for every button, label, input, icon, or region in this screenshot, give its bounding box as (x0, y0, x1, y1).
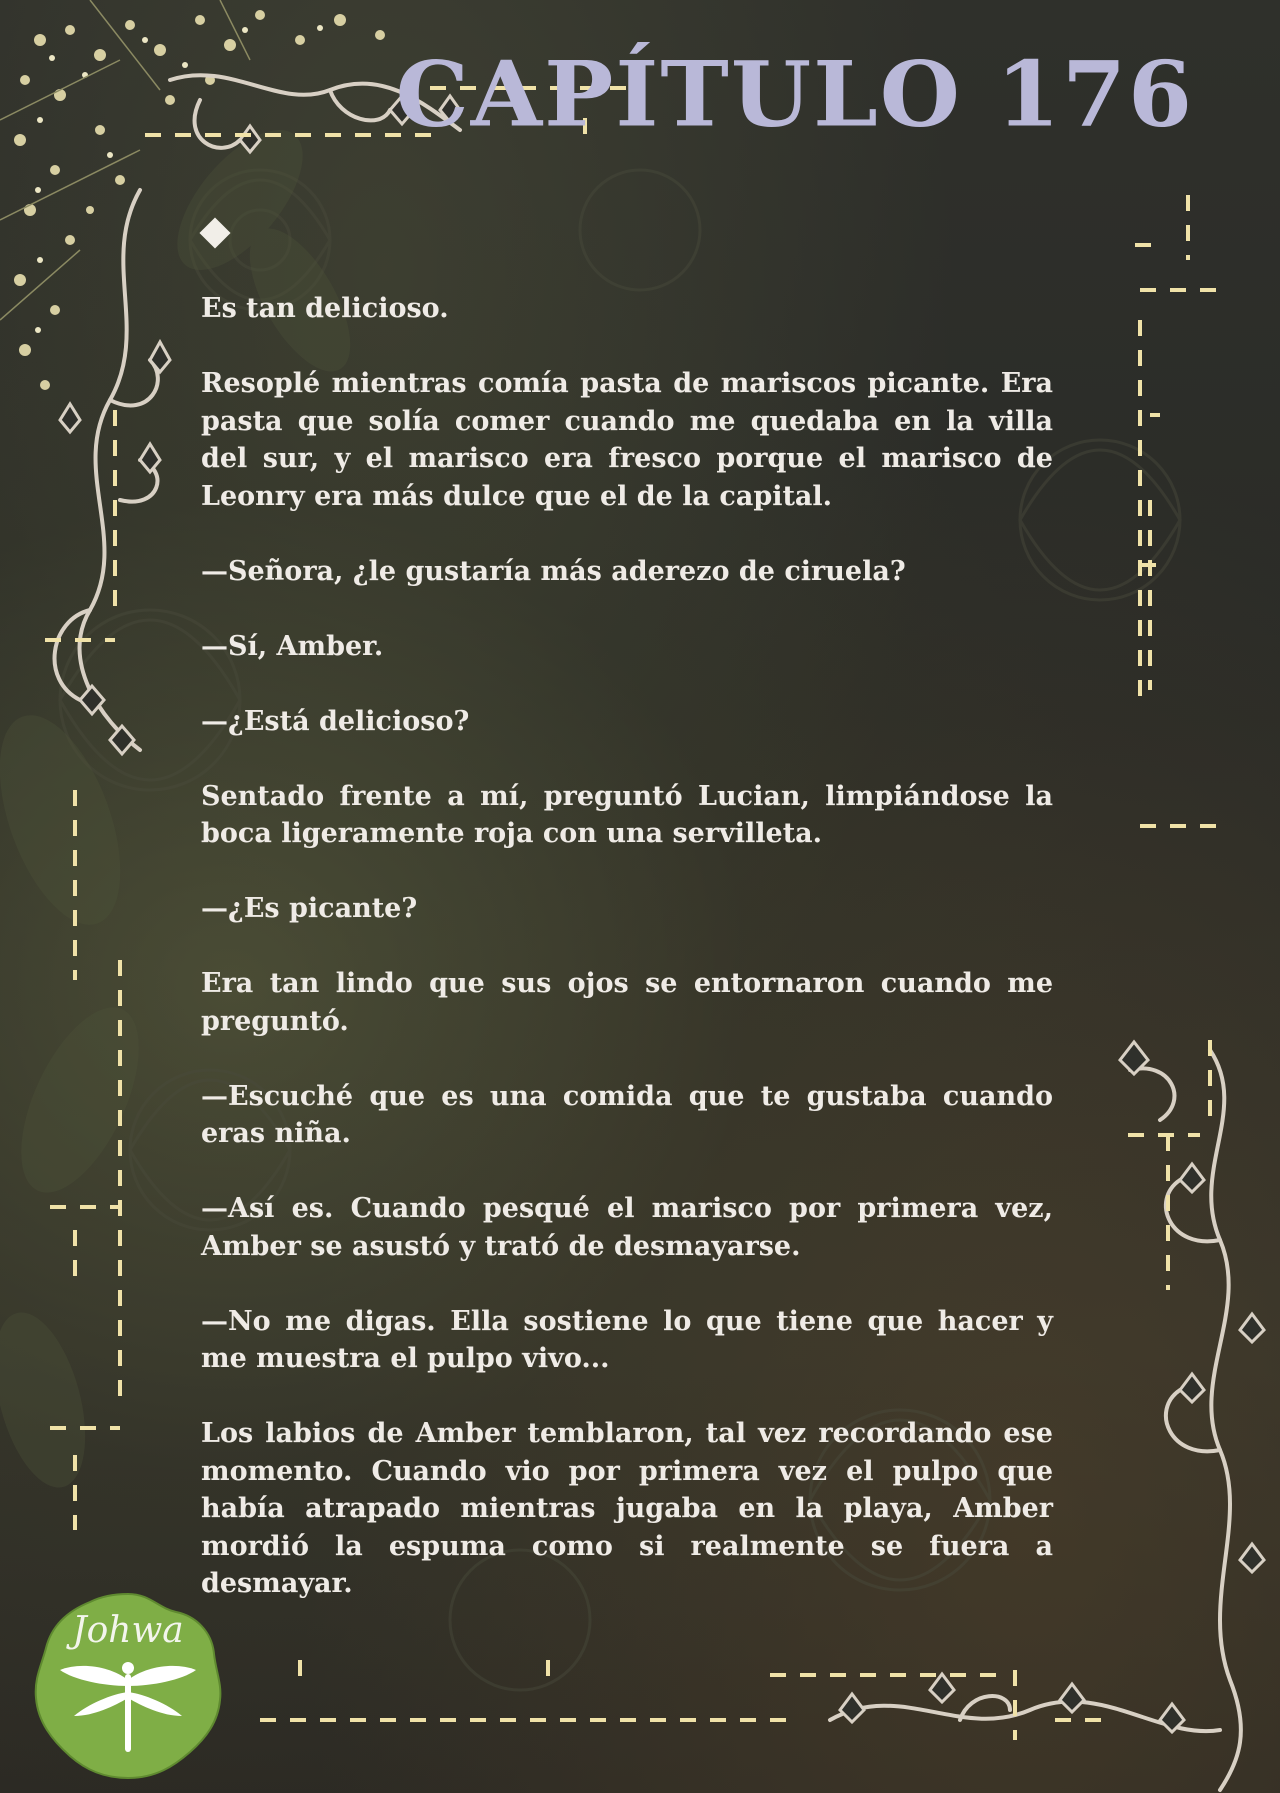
paragraph: —¿Es picante? (201, 893, 418, 924)
paragraph: Era tan lindo que sus ojos se entornaron cuando me preguntó. (201, 968, 1053, 1037)
paragraph: —Sí, Amber. (201, 630, 384, 662)
paragraph: Los labios de Amber temblaron, tal vez recordando ese momento. Cuando vio por primera vez el pulpo que había atrapado mientras jugaba en la playa, Amber mordió la espuma como si realmente se fuera a desmayar. (201, 1418, 1053, 1599)
paragraph: —Escuché que es una comida que te gustaba cuando eras niña. (201, 1080, 1053, 1149)
paragraph: —Así es. Cuando pesqué el marisco por primera vez, Amber se asustó y trató de desmayarse. (201, 1193, 1053, 1262)
paragraph: —No me digas. Ella sostiene lo que tiene que hacer y me muestra el pulpo vivo... (201, 1305, 1053, 1374)
paragraph: Resoplé mientras comía pasta de mariscos picante. Era pasta que solía comer cuando me quedaba en la villa del sur, y el marisco era fresco porque el marisco de Leonry era más dulce que el de la capital. (201, 368, 1053, 512)
story-text (201, 290, 1053, 1640)
paragraph: —Señora, ¿le gustaría más aderezo de ciruela? (201, 555, 906, 587)
paragraph: Sentado frente a mí, preguntó Lucian, limpiándose la boca ligeramente roja con una servilleta. (201, 780, 1053, 849)
paragraph: Es tan delicioso. (201, 293, 449, 324)
paragraph: —¿Está delicioso? (201, 705, 470, 737)
logo-text: Johwa (72, 1610, 184, 1651)
johwa-logo (30, 1588, 226, 1784)
chapter-title: CAPÍTULO 176 (395, 41, 1194, 147)
